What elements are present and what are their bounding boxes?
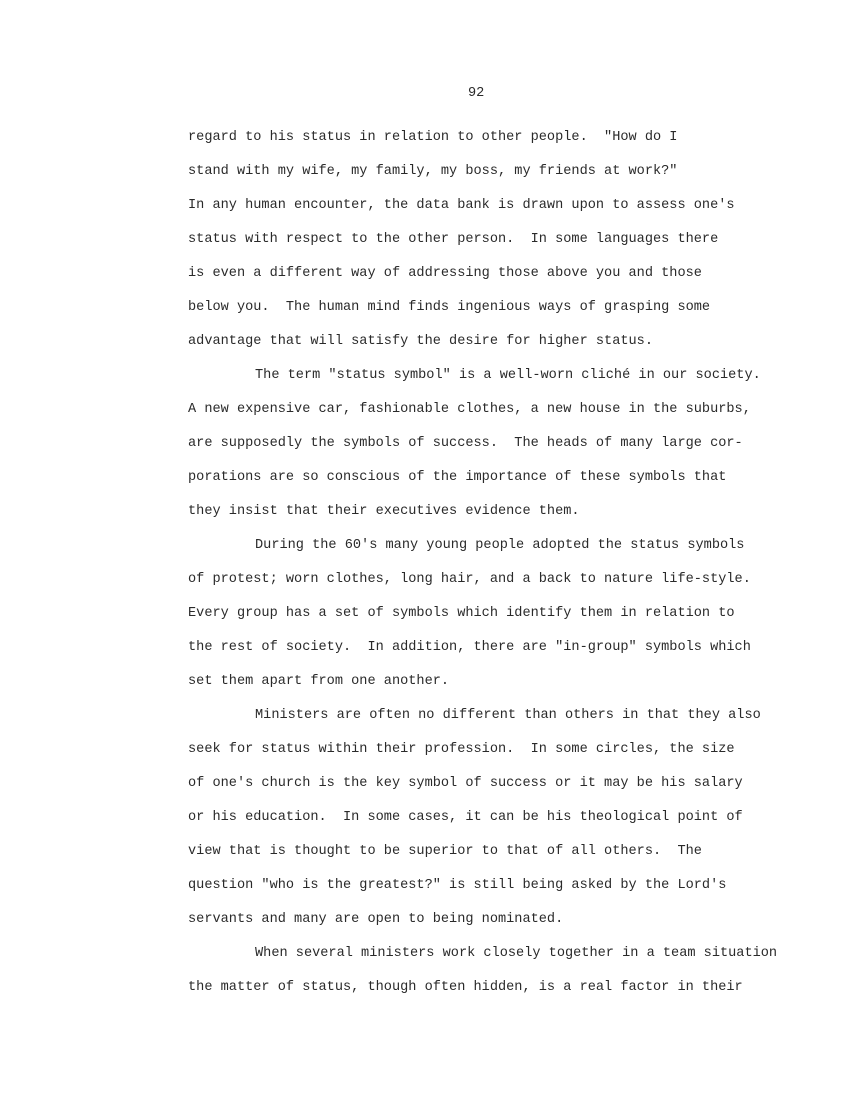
text-line: stand with my wife, my family, my boss, my friends at work?" [188,164,678,179]
text-line: the rest of society. In addition, there are "in-group" symbols which [188,640,751,655]
text-line: seek for status within their profession. In some circles, the size [188,742,735,757]
text-line: During the 60's many young people adopted the status symbols [255,538,745,553]
text-line: When several ministers work closely together in a team situation [255,946,778,961]
text-line: In any human encounter, the data bank is drawn upon to assess one's [188,198,735,213]
text-line: A new expensive car, fashionable clothes, a new house in the suburbs, [188,402,751,417]
text-line: is even a different way of addressing those above you and those [188,266,702,281]
text-line: Every group has a set of symbols which identify them in relation to [188,606,735,621]
text-line: regard to his status in relation to other people. "How do I [188,130,678,145]
text-line: below you. The human mind finds ingenious ways of grasping some [188,300,711,315]
text-line: are supposedly the symbols of success. The heads of many large cor- [188,436,743,451]
text-line: they insist that their executives evidence them. [188,504,580,519]
body-text [188,121,828,1005]
text-line: of protest; worn clothes, long hair, and a back to nature life-style. [188,572,751,587]
text-line: advantage that will satisfy the desire for higher status. [188,334,653,349]
text-line: the matter of status, though often hidden, is a real factor in their [188,980,743,995]
text-line: view that is thought to be superior to that of all others. The [188,844,702,859]
text-line: Ministers are often no different than others in that they also [255,708,761,723]
text-line: porations are so conscious of the importance of these symbols that [188,470,727,485]
text-line: The term "status symbol" is a well-worn cliché in our society. [255,368,761,383]
text-line: or his education. In some cases, it can be his theological point of [188,810,743,825]
text-line: of one's church is the key symbol of success or it may be his salary [188,776,743,791]
page-number: 92 [468,86,485,101]
text-line: question "who is the greatest?" is still being asked by the Lord's [188,878,727,893]
text-line: servants and many are open to being nominated. [188,912,564,927]
text-line: set them apart from one another. [188,674,450,689]
text-line: status with respect to the other person. In some languages there [188,232,719,247]
